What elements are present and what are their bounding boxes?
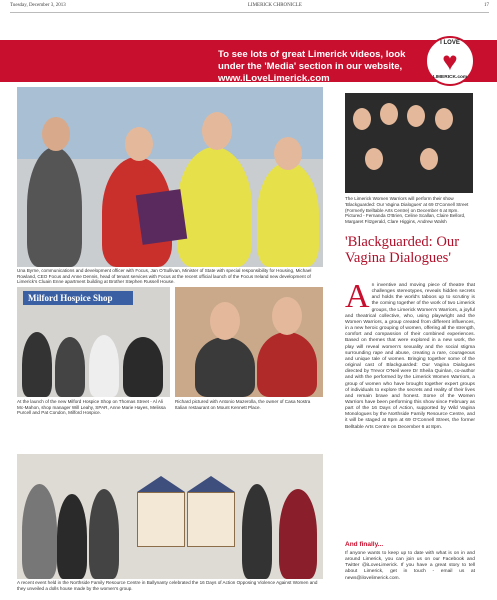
promo-banner — [0, 40, 497, 82]
main-photo-caption: Una Byrne, communications and development officer with Focus, Jan O'Sullivan, Minister of State with special responsibility for Housing, Michael Rowland, CEO Focus and Anne Dennis, head of tenant services with Focus at the recent official launch of the Focus Ireland new development of Limerick's Cluain Enne apartment building at Brother Stephen Russell House. — [17, 268, 312, 285]
ilovelimerick-logo — [425, 36, 475, 86]
restaurant-caption: Richard pictured with Antonio Mazerolla, the owner of Casa Nostra Italian restaurant on Mount Kennett Place. — [175, 399, 311, 410]
article-text: n inventive and moving piece of theatre that challenges stereotypes, reveals hidden secrets and holds the world's taboos up to scrutiny is the coming together of the work of two Limerick groups, the Limerick Women's Warriors, a joyful and theatrical collective, who, using playwright and the Women Warriors, a group created from different influences, in a new heroic grouping of women, offering all the strength, comfort and compassion of their combined experiences. Based on themes that were explored in a new work, the play will reveal women's sexuality and the social stigma surrounding rape and abuse, creating a rare, courageous and unique tale of women. Bringing together some of the original cast of Blackguarded: Our Vagina Dialogues directed by Trevor O'Neil were Dr Sheila Quinlan, co-author and with the performed by the Limerick Women Warriors, a group of women who have brought together expert groups of individuals to explore the secrets and reality of their lives and remain brave and honest. Some of the Women Warriors have been performing this show since February as part of the 16 Days of Action, supported by Wild Vagina Monologues by the Northside Family Resource Centre, and it will be staged at 8pm at 69 O'Connell Street, the former Belltable Arts Centre on December 6 at 8pm. — [345, 283, 475, 430]
dollhouse-caption: A recent event held in the Northside Family Resource Centre in Ballynanty celebrated the 16 Days of Action Opposing Violence Against Women and they unveiled a dolls house made by the women's group. — [17, 580, 318, 591]
header-page-number: 17 — [483, 3, 489, 8]
article-body — [345, 278, 475, 431]
dollhouse-right — [187, 492, 235, 547]
main-photo-launch — [17, 87, 323, 267]
banner-text: To see lots of great Limerick videos, look under the 'Media' section in our website, www.iLoveLimerick.com — [218, 49, 406, 84]
logo-top-text: I LOVE — [440, 40, 460, 46]
dollhouse-photo — [17, 454, 323, 579]
header-date: Tuesday, December 3, 2013 — [10, 3, 66, 8]
header-paper: LIMERICK CHRONICLE — [247, 3, 302, 8]
drop-cap: A — [345, 278, 370, 315]
heart-icon: ♥ — [442, 46, 458, 76]
hospice-shop-photo — [17, 287, 170, 397]
article-headline: 'Blackguarded: Our Vagina Dialogues' — [345, 234, 460, 266]
hospice-caption: At the launch of the new Milford Hospice Shop on Thomas Street - Al Ali Mc-Mahon, shop manager Will Leahy, SPAR, Anne Marie Hayes, Melissa Purcell and Pat Condon, Milford Hospice. — [17, 399, 166, 416]
and-finally-body: If anyone wants to keep up to date with what is on in and around Limerick, you can join us on our Facebook and Twitter @iLoveLimerick. If you have a great story to tell about Limerick, get in touch - email us at news@ilovelimerick.com. — [345, 551, 475, 581]
hospice-shop-sign: Milford Hospice Shop — [23, 291, 133, 305]
page-header — [10, 3, 489, 13]
book-prop — [136, 189, 188, 245]
and-finally-title: And finally... — [345, 541, 384, 548]
logo-bottom-text: LIMERICK.com — [432, 75, 468, 80]
warriors-caption: The Limerick Women Warriors will perform their show 'Blackguarded: Our Vagina Dialogues' at 69 O'Connell Street (Formerly Belltable Arts Centre) on December 6 at 8pm. Pictured - Fernanda O'Brien, Celine Scallan, Claire Bellord, Margaret Fitzgerald, Clare Higgins, Andrew Walsh — [345, 196, 469, 225]
dollhouse-left — [137, 492, 185, 547]
restaurant-photo — [175, 287, 323, 397]
women-warriors-photo — [345, 93, 473, 193]
